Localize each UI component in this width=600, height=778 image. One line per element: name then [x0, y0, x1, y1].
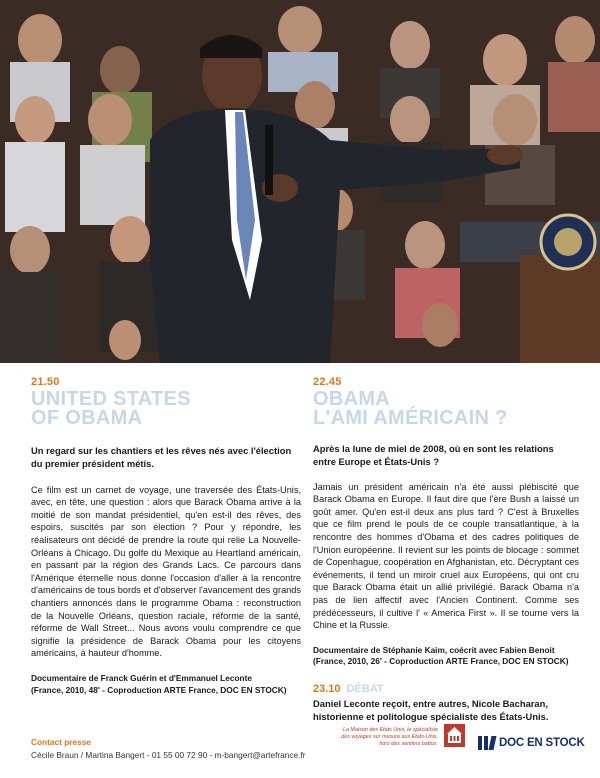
program-title-line-1: OBAMA [313, 388, 391, 410]
credits-line-1: Documentaire de Stéphanie Kaim, coécrit avec Fabien Benoit [313, 644, 555, 655]
program-title-line-2: L'AMI AMÉRICAIN ? [313, 407, 508, 429]
press-contact [31, 737, 331, 760]
contact-title: Contact presse [31, 737, 91, 747]
program-description: Jamais un président américain n'a été aussi plébiscité que Barack Obama en Europe. Il faut dire que l'ère Bush a laissé un goût amer. Qu'en est-il deux ans plus tard ? C'est à Bruxelles que ce film prend le pouls de ce couple transatlantique, à la rencontre des hommes d'Obama et des cadres politiques de l'Union européenne. Il revient sur les points de blocage : sommet de Copenhague, coopération en Afghanistan, etc. Décryptant ces événements, il tend un miroir cruel aux Européens, qui ont cru que Barack Obama était un allié privilégié. Barack Obama n'a pas de lien affectif avec l'Ancien Continent. Comme ses prédécesseurs, il cultive l' « America First ». Il se tourne vers la Chine et la Russie. [313, 481, 579, 631]
maison-tagline-line-2: des voyages sur mesure aux États-Unis, [341, 734, 438, 740]
debat-time: 23.10 [313, 682, 341, 695]
credits-line-2: (France, 2010, 26' - Coproduction ARTE France, DOC EN STOCK) [313, 656, 569, 667]
program-title [31, 390, 301, 428]
program-title-line-2: OF OBAMA [31, 407, 143, 429]
debat-heading [313, 683, 579, 695]
program-lead: Après la lune de miel de 2008, où en sont les relations entre Europe et États-Unis ? [313, 443, 554, 467]
program-credits [313, 645, 579, 668]
program-right [313, 376, 579, 724]
credits-line-1: Documentaire de Franck Guérin et d'Emmanuel Leconte [31, 672, 252, 683]
program-description: Ce film est un carnet de voyage, une traversée des États-Unis, avec, en tête, une question : alors que Barack Obama arrive à la moitié de son mandat présidentiel, qu'en est-il des rêves, des espoirs, suscités par son élection ? Pour y répondre, les réalisateurs ont décidé de prendre la route qui relie La Nouvelle-Orléans à Chicago. Du golfe du Mexique au Heartland américain, en passant par la région des Grands Lacs. Ce parcours dans l'Amérique éternelle nous donne l'occasion d'aller à la rencontre d'américains de tous bords et d'observer l'avancement des grands chantiers annoncés dans le programme Obama : reconstruction de la Nouvelle Orléans, question raciale, réforme de la santé, réforme de Wall Street... Nous avons voulu comprendre ce que signifie la présidence de Barack Obama pour les citoyens américains, à hauteur d'homme. [31, 484, 301, 659]
doc-en-stock-logo [478, 735, 585, 751]
credits-line-2: (France, 2010, 48' - Coproduction ARTE France, DOC EN STOCK) [31, 684, 287, 695]
debat-label: DÉBAT [346, 682, 384, 695]
maison-tagline-line-3: hors des sentiers battus. [379, 741, 438, 747]
crowd-photo-illustration [0, 0, 600, 363]
program-left [31, 376, 301, 696]
debat-description: Daniel Leconte reçoit, entre autres, Nicole Bacharan, historienne et politologue spécialiste des États-Unis. [313, 697, 549, 722]
program-time: 22.45 [313, 376, 342, 388]
program-time: 21.50 [31, 376, 60, 388]
maison-etats-unis-logo-icon [444, 724, 465, 747]
doc-en-stock-mark-icon [478, 736, 495, 750]
program-credits [31, 673, 301, 696]
program-lead: Un regard sur les chantiers et les rêves nés avec l'élection du premier président métis. [31, 445, 292, 469]
hero-photo [0, 0, 600, 363]
maison-tagline-line-1: La Maison des États Unis, le spécialiste [343, 727, 438, 733]
doc-en-stock-wordmark: DOC EN STOCK [499, 737, 585, 749]
maison-tagline [318, 727, 438, 748]
program-title-line-1: UNITED STATES [31, 388, 191, 410]
contact-details: Cécile Braun / Martina Bangert - 01 55 00 72 90 - m-bangert@artefrance.fr [31, 750, 306, 760]
program-title [313, 390, 579, 428]
